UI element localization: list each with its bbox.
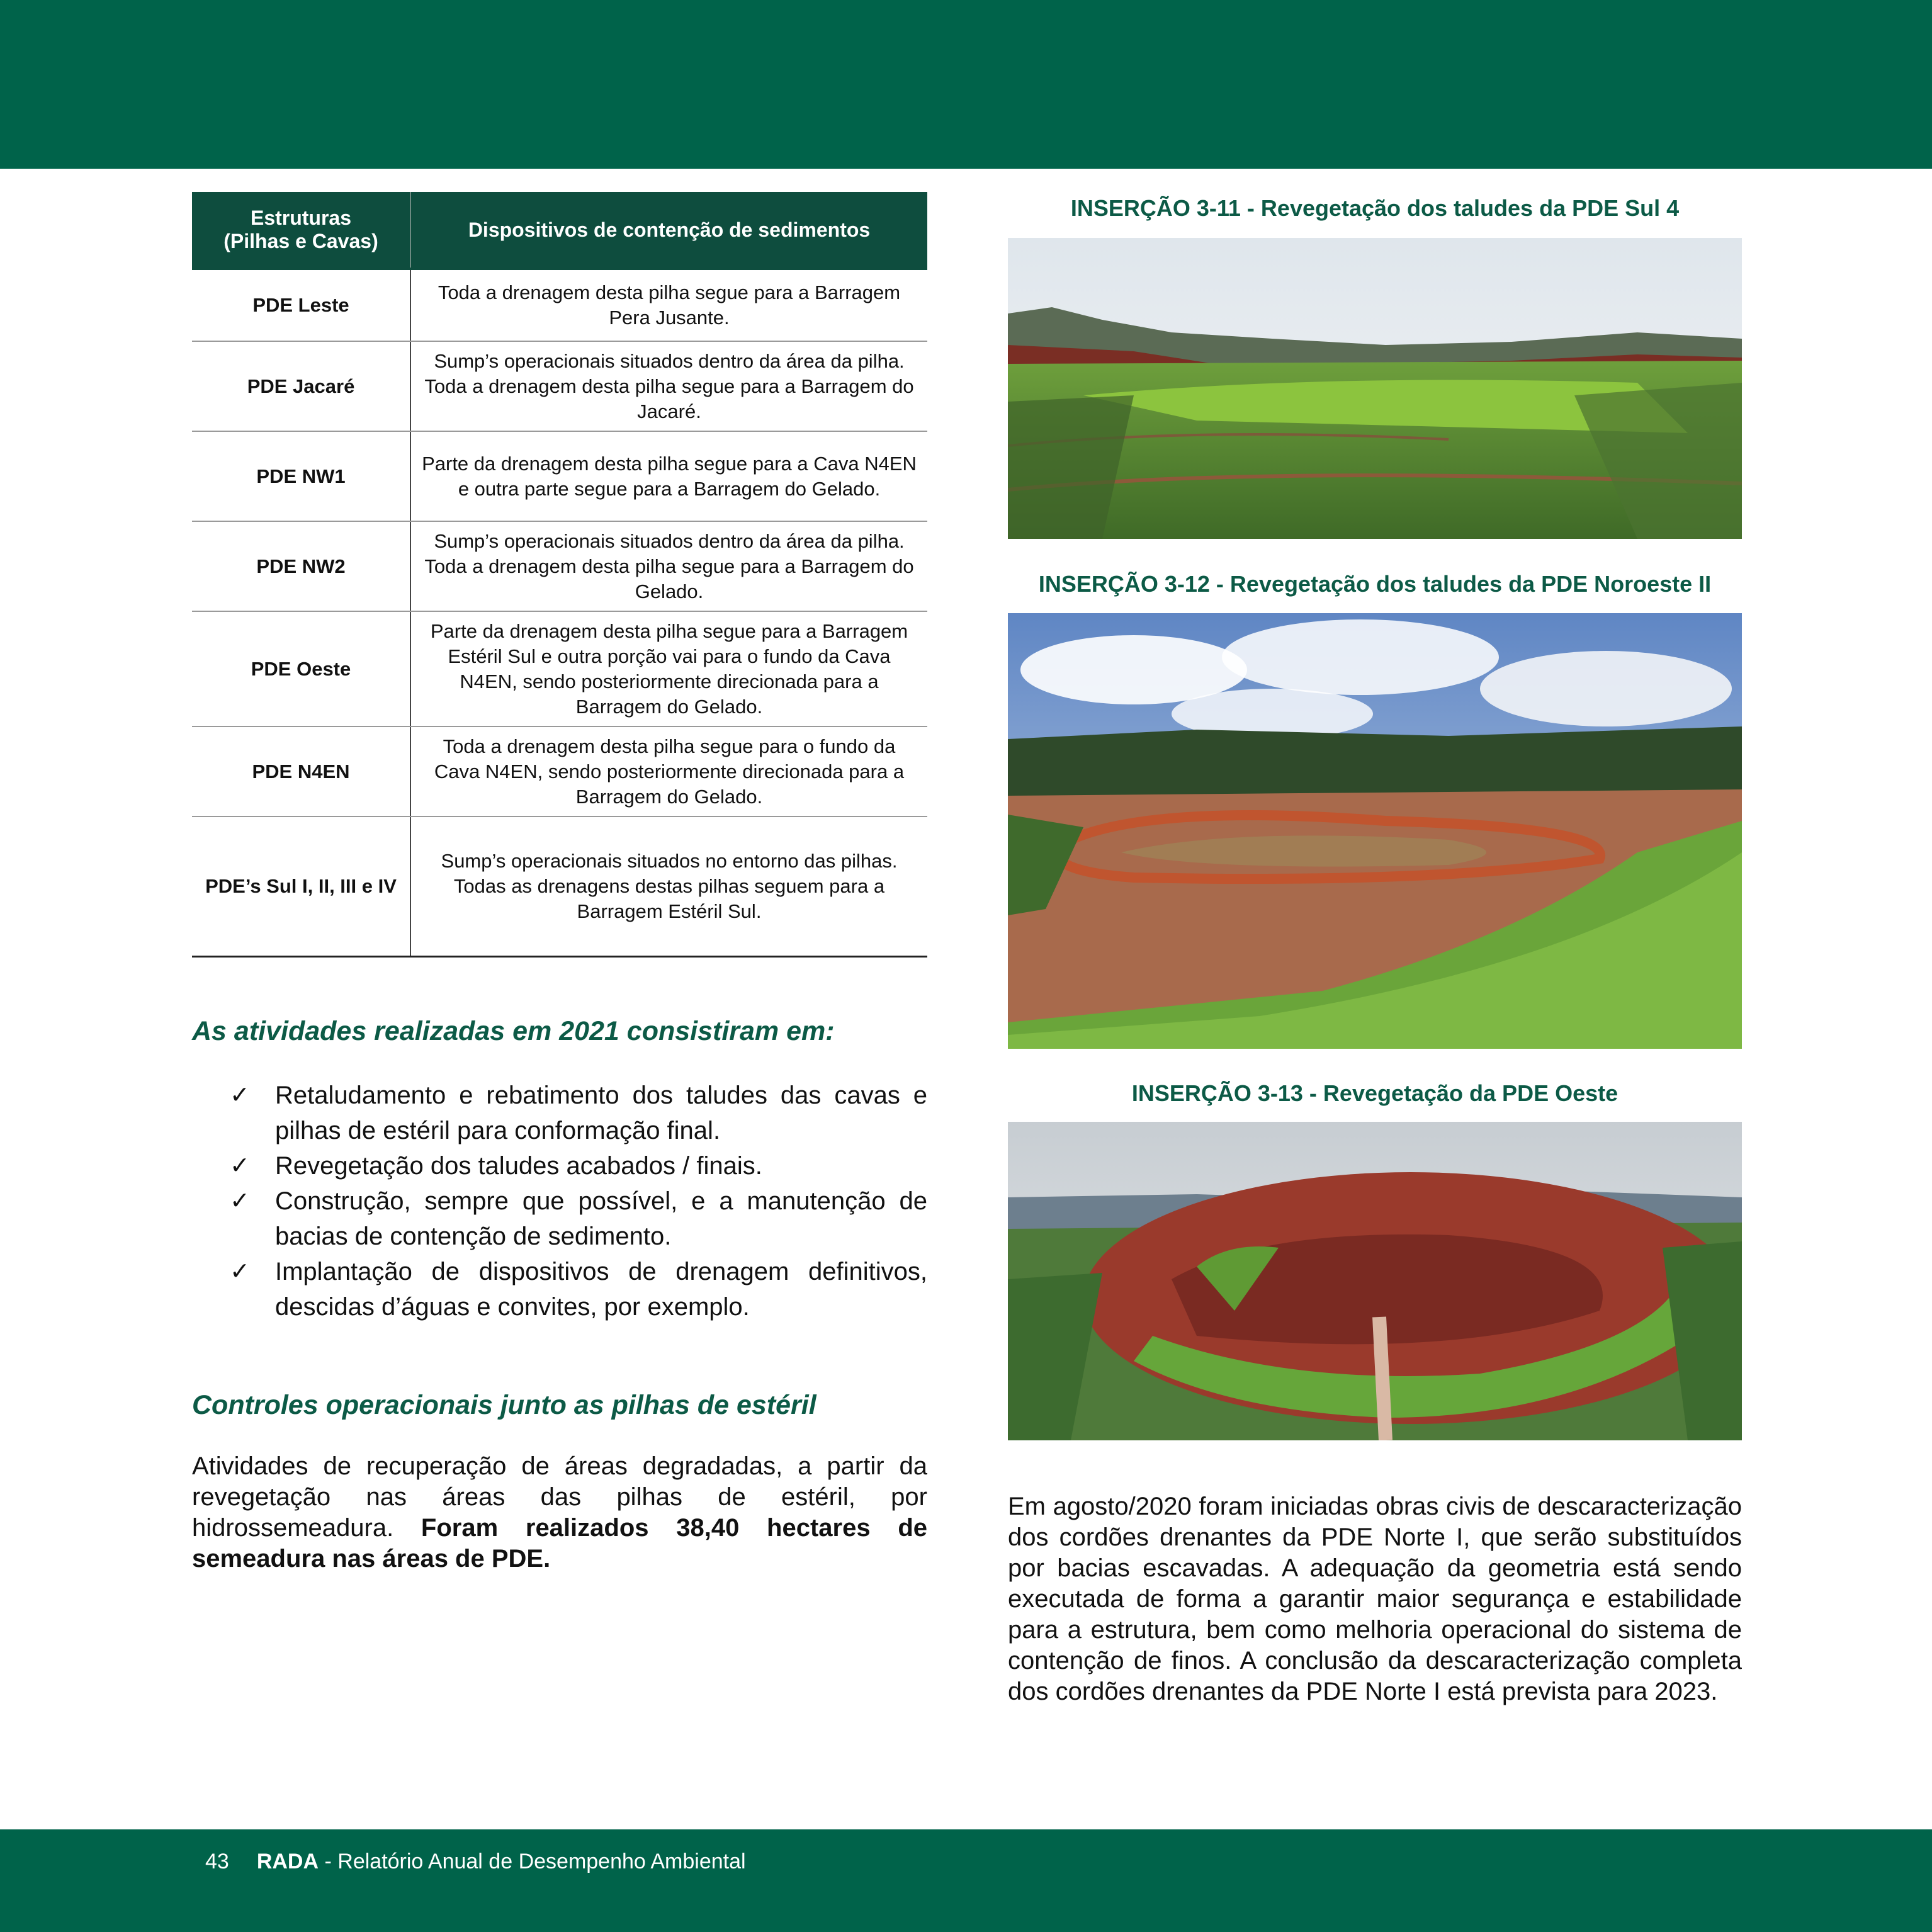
checkmark-icon: ✓ [230, 1082, 250, 1109]
checkmark-icon: ✓ [230, 1188, 250, 1214]
device-cell: Toda a drenagem desta pilha segue para a Barragem Pera Jusante. [410, 269, 927, 341]
table-row [192, 431, 927, 521]
table-row [192, 726, 927, 816]
table-header-row [192, 192, 927, 269]
list-item: ✓ Retaludamento e rebatimento dos taludes das cavas e pilhas de estéril para conformação final. [230, 1078, 927, 1148]
device-cell: Sump’s operacionais situados no entorno das pilhas. Todas as drenagens destas pilhas seguem para a Barragem Estéril Sul. [410, 816, 927, 956]
structure-cell: PDE Oeste [192, 611, 410, 726]
device-cell: Sump’s operacionais situados dentro da área da pilha. Toda a drenagem desta pilha segue para a Barragem do Jacaré. [410, 341, 927, 431]
structure-cell: PDE N4EN [192, 726, 410, 816]
controls-paragraph: Atividades de recuperação de áreas degradadas, a partir da revegetação nas áreas das pilhas de estéril, por hidrossemeadura. Foram realizados 38,40 hectares de semeadura nas áreas de PDE. [192, 1452, 928, 1573]
activities-list [230, 1078, 927, 1325]
table-row [192, 269, 927, 341]
figure-caption-3-11: INSERÇÃO 3-11 - Revegetação dos taludes da PDE Sul 4 [1070, 195, 1680, 221]
page-number: 43 [205, 1850, 229, 1873]
figure-caption-3-12: INSERÇÃO 3-12 - Revegetação dos taludes da PDE Noroeste II [1038, 571, 1712, 597]
device-cell: Parte da drenagem desta pilha segue para a Cava N4EN e outra parte segue para a Barragem do Gelado. [410, 431, 927, 521]
photo-pde-noroeste-ii [1008, 613, 1742, 1049]
sediment-containment-table [192, 192, 927, 958]
footer-brand: RADA [256, 1850, 319, 1873]
list-item: ✓ Revegetação dos taludes acabados / finais. [230, 1148, 927, 1183]
device-cell: Sump’s operacionais situados dentro da área da pilha. Toda a drenagem desta pilha segue para a Barragem do Gelado. [410, 521, 927, 611]
device-cell: Parte da drenagem desta pilha segue para a Barragem Estéril Sul e outra porção vai para o fundo da Cava N4EN, sendo posteriormente direcionada para a Barragem do Gelado. [410, 611, 927, 726]
table-row [192, 816, 927, 956]
structure-cell: PDE Jacaré [192, 341, 410, 431]
activities-heading: As atividades realizadas em 2021 consistiram em: [192, 1016, 835, 1046]
list-item: ✓ Construção, sempre que possível, e a manutenção de bacias de contenção de sedimento. [230, 1183, 927, 1254]
right-paragraph: Em agosto/2020 foram iniciadas obras civis de descaracterização dos cordões drenantes da PDE Norte I, que serão substituídos por bacias escavadas. A adequação da geometria está sendo executada de forma a garantir maior segurança e estabilidade para a estrutura, bem como melhoria operacional do sistema de contenção de finos. A conclusão da descaracterização completa dos cordões drenantes da PDE Norte I está prevista para 2023. [1008, 1493, 1742, 1705]
photo-pde-oeste [1008, 1122, 1742, 1440]
table-row [192, 341, 927, 431]
structure-cell: PDE’s Sul I, II, III e IV [192, 816, 410, 956]
figure-caption-3-13: INSERÇÃO 3-13 - Revegetação da PDE Oeste [1131, 1080, 1618, 1106]
checkmark-icon: ✓ [230, 1258, 250, 1285]
table-row [192, 521, 927, 611]
top-header-band [0, 0, 1932, 169]
table-header-structures: Estruturas (Pilhas e Cavas) [192, 192, 410, 269]
photo-pde-sul-4 [1008, 238, 1742, 539]
footer-title: - Relatório Anual de Desempenho Ambiental [319, 1850, 746, 1873]
checkmark-icon: ✓ [230, 1153, 250, 1179]
table-row [192, 611, 927, 726]
structure-cell: PDE NW1 [192, 431, 410, 521]
table-header-devices: Dispositivos de contenção de sedimentos [410, 192, 927, 269]
footer-band [0, 1829, 1932, 1932]
structure-cell: PDE Leste [192, 269, 410, 341]
structure-cell: PDE NW2 [192, 521, 410, 611]
footer [205, 1850, 746, 1874]
device-cell: Toda a drenagem desta pilha segue para o fundo da Cava N4EN, sendo posteriormente direcionada para a Barragem do Gelado. [410, 726, 927, 816]
list-item: ✓ Implantação de dispositivos de drenagem definitivos, descidas d’águas e convites, por exemplo. [230, 1254, 927, 1325]
controls-heading: Controles operacionais junto as pilhas de estéril [192, 1390, 816, 1420]
